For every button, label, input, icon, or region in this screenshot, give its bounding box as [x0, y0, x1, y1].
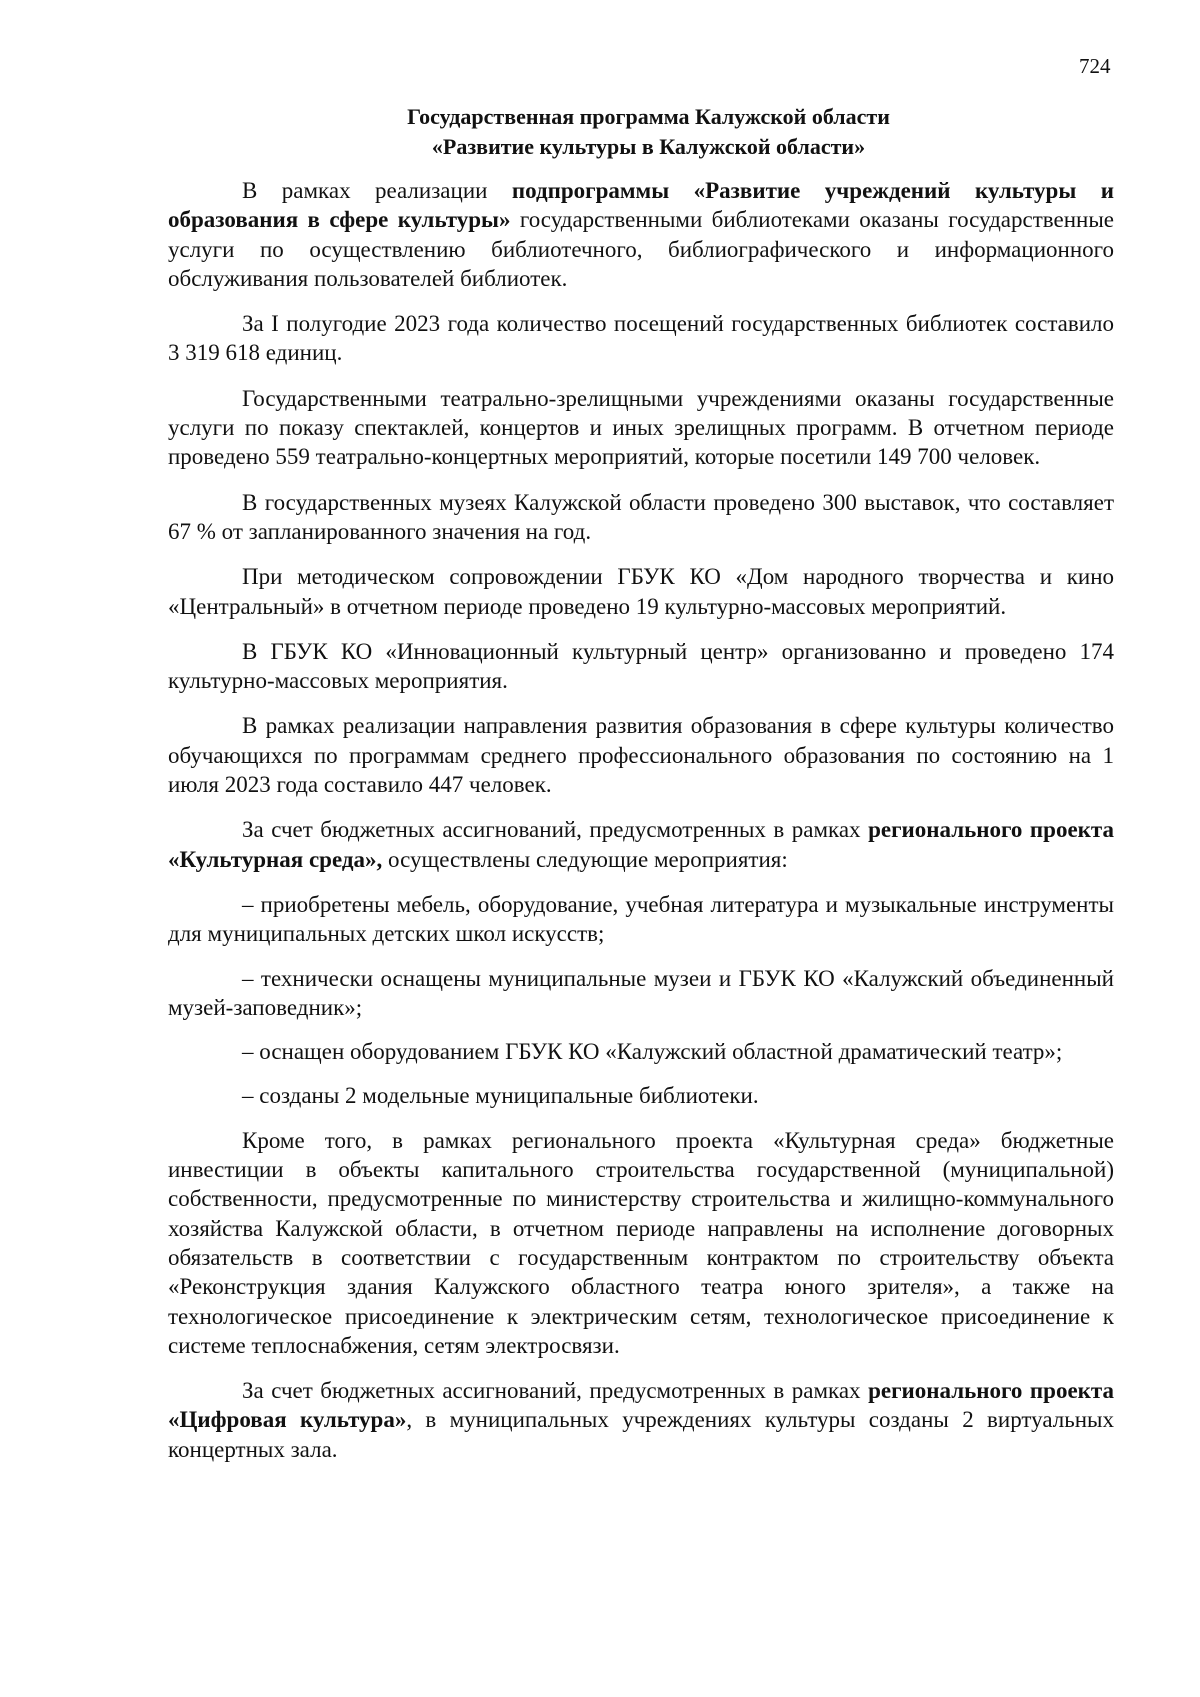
paragraph-museum-exhibitions: В государственных музеях Калужской области проведено 300 выставок, что составляет 67 % от запланированного значения на год.: [168, 489, 1114, 544]
paragraph-education: В рамках реализации направления развития образования в сфере культуры количество обучающихся по программам среднего профессионального образования по состоянию на 1 июля 2023 года составило 447 человек.: [168, 713, 1114, 798]
document-title: [0, 102, 1200, 162]
paragraph-theatre-services: Государственными театрально-зрелищными учреждениями оказаны государственные услуги по показу спектаклей, концертов и иных зрелищных программ. В отчетном периоде проведено 559 театрально-концертных мероприятий, которые посетили 149 700 человек.: [168, 385, 1114, 470]
paragraph-cultural-environment: За счет бюджетных ассигнований, предусмотренных в рамках регионального проекта «Культурная среда», осуществлены следующие мероприятия:: [168, 817, 1114, 872]
paragraph-innovation-center: В ГБУК КО «Инновационный культурный центр» организованно и проведено 174 культурно-массовых мероприятия.: [168, 638, 1114, 694]
paragraph-digital-culture: За счет бюджетных ассигнований, предусмотренных в рамках регионального проекта «Цифровая культура», в муниципальных учреждениях культуры созданы 2 виртуальных концертных зала.: [168, 1378, 1114, 1462]
title-line-2: «Развитие культуры в Калужской области»: [431, 134, 866, 159]
paragraph-library-visits: За I полугодие 2023 года количество посещений государственных библиотек составило 3 319 618 единиц.: [168, 311, 1114, 366]
bold-project-cultural-environment: регионального проекта «Культурная среда»,: [168, 817, 1114, 872]
list-item: – приобретены мебель, оборудование, учебная литература и музыкальные инструменты для муниципальных детских школ искусств;: [168, 891, 1114, 947]
bold-subprogram-name: подпрограммы «Развитие учреждений культуры и образования в сфере культуры»: [168, 178, 1114, 233]
document-body: [168, 176, 1114, 1480]
paragraph-folk-art-house: При методическом сопровождении ГБУК КО «Дом народного творчества и кино «Центральный» в отчетном периоде проведено 19 культурно-массовых мероприятий.: [168, 564, 1114, 619]
title-line-1: Государственная программа Калужской области: [407, 104, 890, 129]
page-number: 724: [1079, 54, 1111, 78]
list-item: – технически оснащены муниципальные музеи и ГБУК КО «Калужский объединенный музей-заповедник»;: [168, 965, 1114, 1020]
list-item: – созданы 2 модельные муниципальные библиотеки.: [242, 1083, 759, 1109]
list-item: – оснащен оборудованием ГБУК КО «Калужский областной драматический театр»;: [242, 1039, 1063, 1065]
paragraph-subprogram: В рамках реализации подпрограммы «Развитие учреждений культуры и образования в сфере культуры» государственными библиотеками оказаны государственные услуги по осуществлению библиотечного, библиографического и информационного обслуживания пользователей библиотек.: [168, 178, 1114, 291]
bold-project-digital-culture: регионального проекта «Цифровая культура»: [168, 1378, 1114, 1433]
paragraph-capital-investments: Кроме того, в рамках регионального проекта «Культурная среда» бюджетные инвестиции в объекты капитального строительства государственной (муниципальной) собственности, предусмотренные по министерству строительства и жилищно-коммунального хозяйства Калужской области, в отчетном периоде направлены на исполнение договорных обязательств в соответствии с государственным контрактом по строительству объекта «Реконструкция здания Калужского областного театра юного зрителя», а также на технологическое присоединение к электрическим сетям, технологическое присоединение к системе теплоснабжения, сетям электросвязи.: [168, 1127, 1114, 1358]
